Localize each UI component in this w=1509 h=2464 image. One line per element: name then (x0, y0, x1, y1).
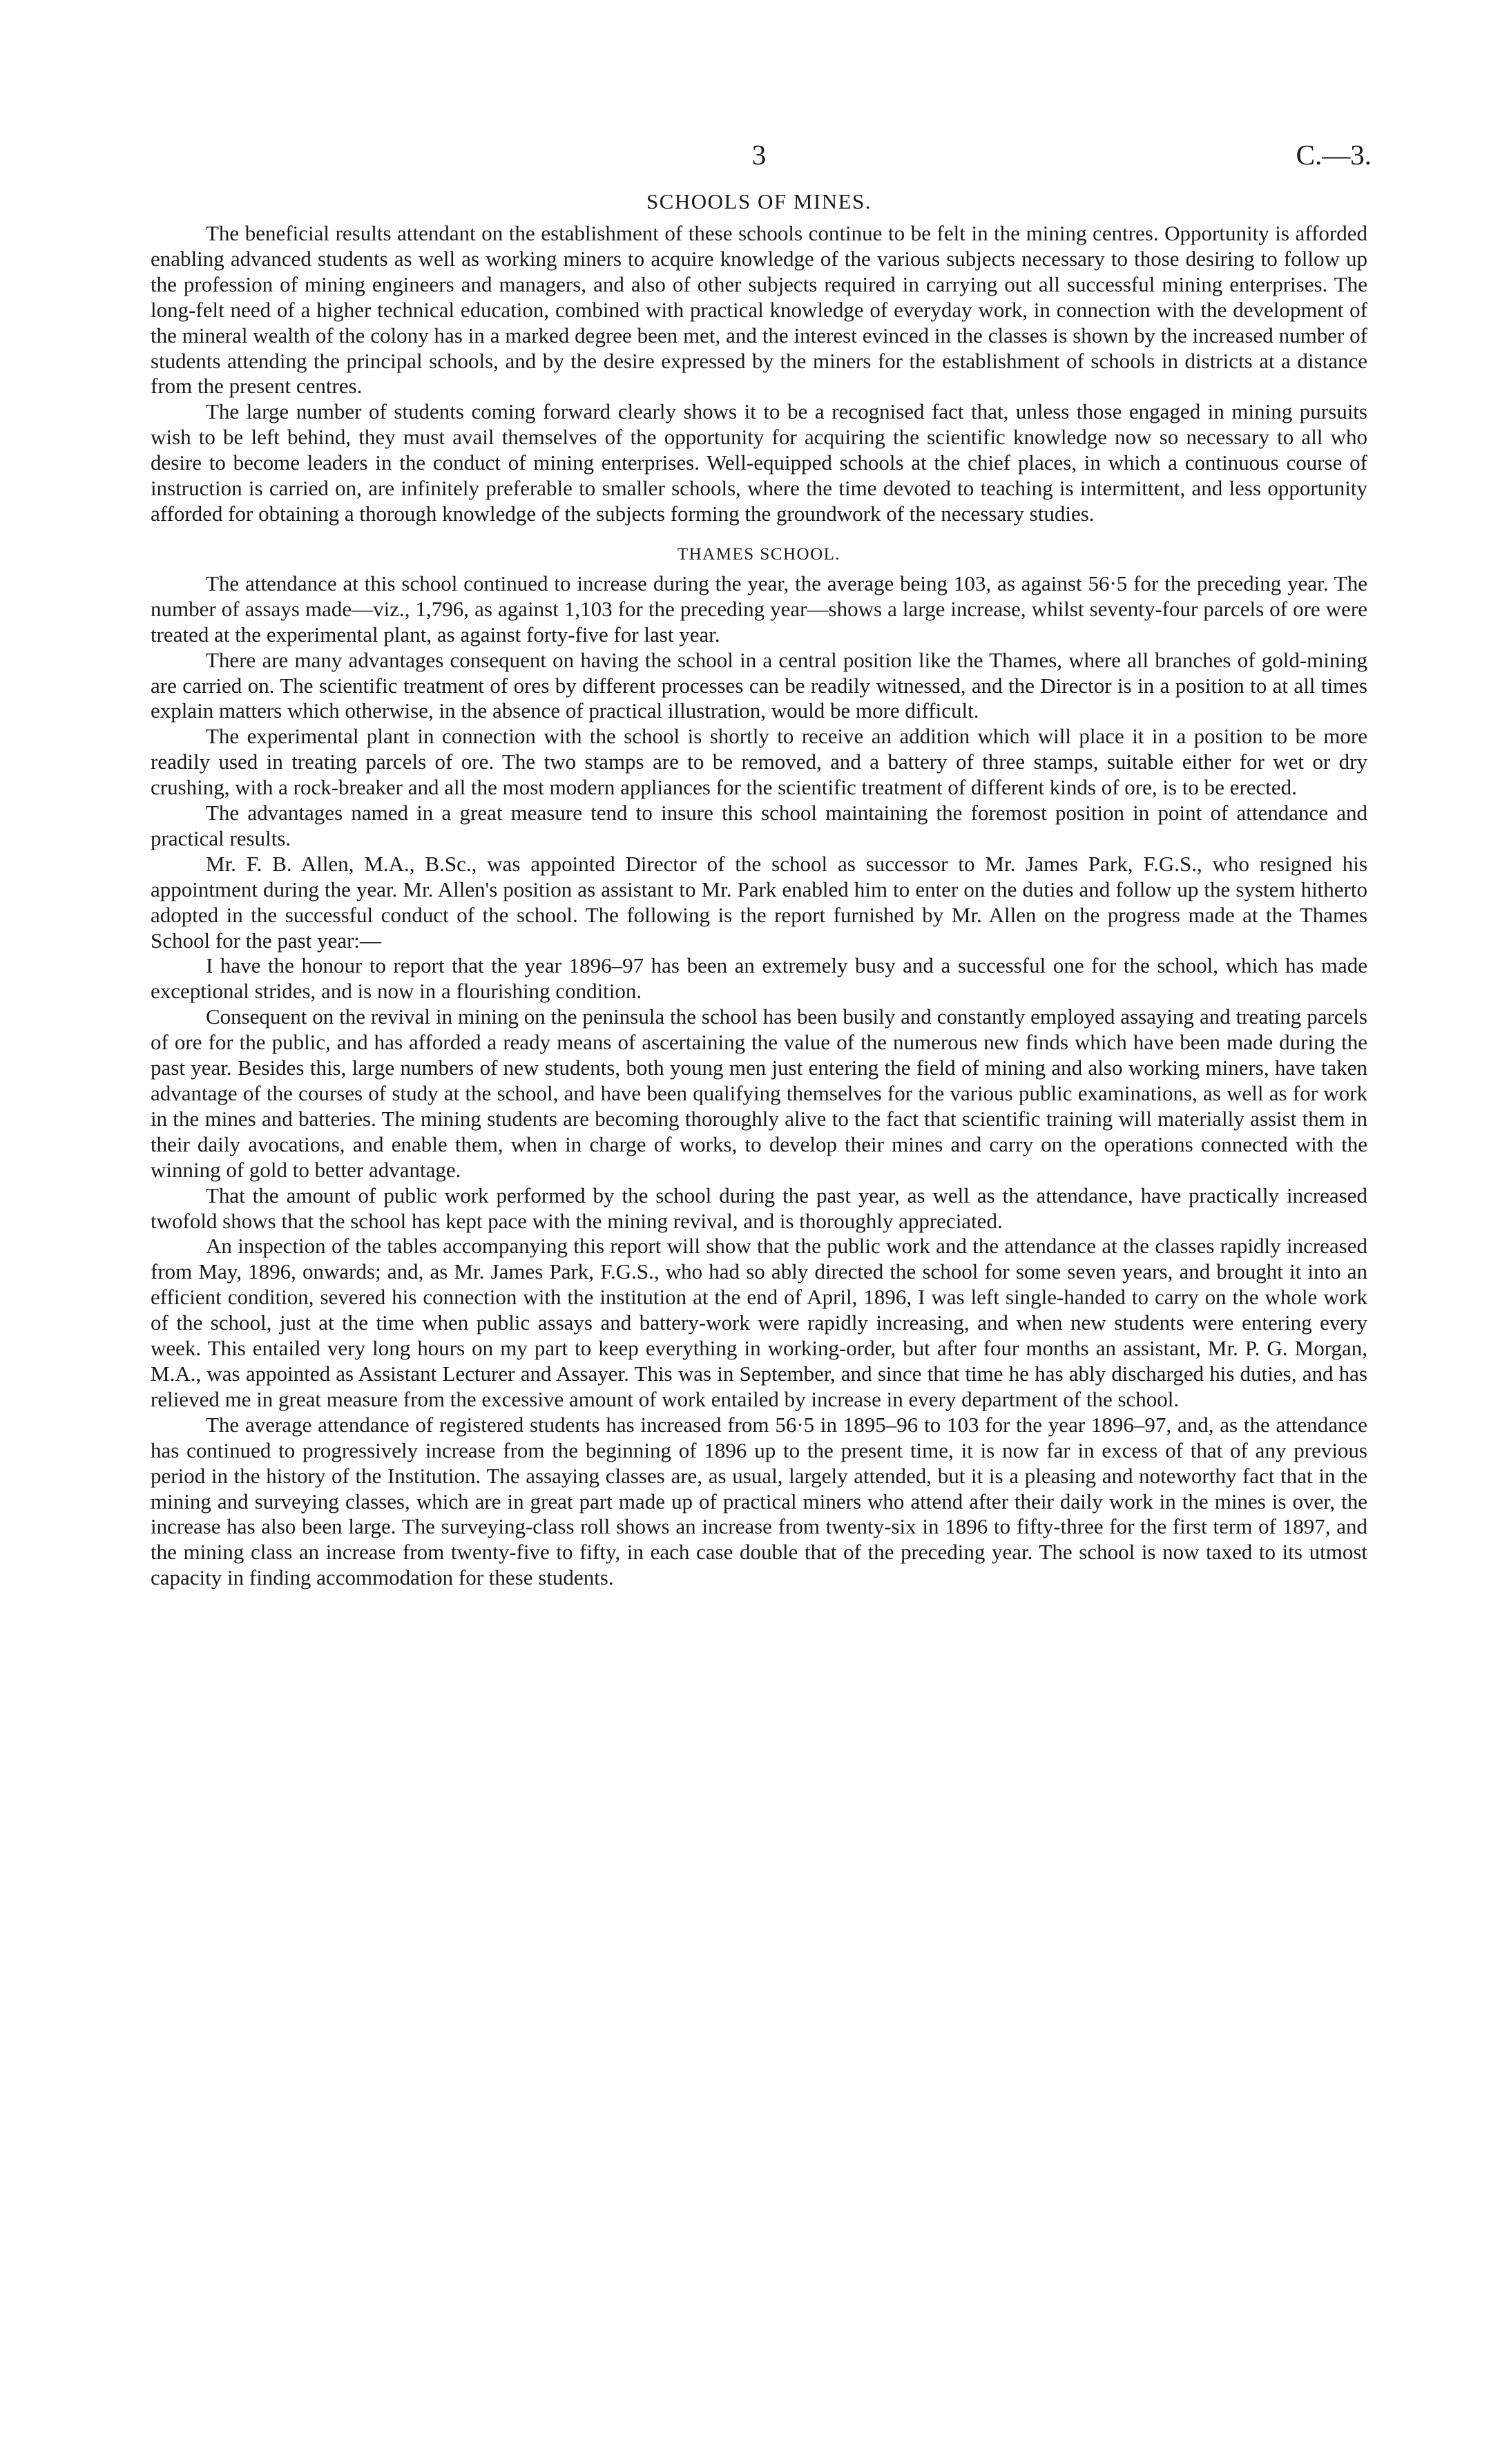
body-paragraph: That the amount of public work performed by the school during the past year, as well as the attendance, have practically increased twofold shows that the school has kept pace with the mining revival, and is thoroughly appreciated. (151, 1183, 1367, 1233)
body-paragraph: There are many advantages consequent on having the school in a central position like the Thames, where all branches of gold-mining are carried on. The scientific treatment of ores by different processes can be readily witnessed, and the Director is in a position to at all times explain matters which otherwise, in the absence of practical illustration, would be more difficult. (151, 647, 1367, 723)
body-paragraph: The attendance at this school continued to increase during the year, the average being 103, as against 56·5 for the preceding year. The number of assays made—viz., 1,796, as against 1,103 for the preceding year—shows a large increase, whilst seventy-four parcels of ore were treated at the experimental plant, as against forty-five for last year. (151, 571, 1367, 647)
body-paragraph: The average attendance of registered students has increased from 56·5 in 1895–96 to 103 for the year 1896–97, and, as the attendance has continued to progressively increase from the beginning of 1896 up to the present time, it is now far in excess of that of any previous period in the history of the Institution. The assaying classes are, as usual, largely attended, but it is a pleasing and noteworthy fact that in the mining and surveying classes, which are in great part made up of practical miners who attend after their daily work in the mines is over, the increase has also been large. The surveying-class roll shows an increase from twenty-six in 1896 to fifty-three for the first term of 1897, and the mining class an increase from twenty-five to fifty, in each case double that of the preceding year. The school is now taxed to its utmost capacity in finding accommodation for these students. (151, 1412, 1367, 1590)
body-paragraph: I have the honour to report that the year 1896–97 has been an extremely busy and a successful one for the school, which has made exceptional strides, and is now in a flourishing condition. (151, 953, 1367, 1004)
body-paragraph: The large number of students coming forward clearly shows it to be a recognised fact that, unless those engaged in mining pursuits wish to be left behind, they must avail themselves of the opportunity for acquiring the scientific knowledge now so necessary to all who desire to become leaders in the conduct of mining enterprises. Well-equipped schools at the chief places, in which a continuous course of instruction is carried on, are infinitely preferable to smaller schools, where the time devoted to teaching is intermittent, and less opportunity afforded for obtaining a thorough knowledge of the subjects forming the groundwork of the necessary studies. (151, 399, 1367, 526)
body-paragraph: The experimental plant in connection with the school is shortly to receive an addition which will place it in a position to be more readily used in treating parcels of ore. The two stamps are to be removed, and a battery of three stamps, suitable either for wet or dry crushing, with a rock-breaker and all the most modern appliances for the scientific treatment of different kinds of ore, is to be erected. (151, 724, 1367, 800)
body-paragraph: The advantages named in a great measure tend to insure this school maintaining the foremost position in point of attendance and practical results. (151, 801, 1367, 850)
section-title: SCHOOLS OF MINES. (646, 189, 872, 213)
document-page (151, 138, 1372, 1591)
body-paragraph: Consequent on the revival in mining on the peninsula the school has been busily and constantly employed assaying and treating parcels of ore for the public, and has afforded a ready means of ascertaining the value of the numerous new finds which have been made during the past year. Besides this, large numbers of new students, both young men just entering the field of mining and also working miners, have taken advantage of the courses of study at the school, and have been qualifying themselves for the various public examinations, as well as for work in the mines and batteries. The mining students are becoming thoroughly alive to the fact that scientific training will materially assist them in their daily avocations, and enable them, when in charge of works, to develop their mines and carry on the operations connected with the winning of gold to better advantage. (151, 1004, 1367, 1182)
document-reference: C.—3. (1296, 139, 1372, 171)
body-paragraph: The beneficial results attendant on the establishment of these schools continue to be felt in the mining centres. Opportunity is afforded enabling advanced students as well as working miners to acquire knowledge of the various subjects necessary to those desiring to follow up the profession of mining engineers and managers, and also of other subjects required in carrying out all successful mining enterprises. The long-felt need of a higher technical education, combined with practical knowledge of everyday work, in connection with the development of the mineral wealth of the colony has in a marked degree been met, and the interest evinced in the classes is shown by the increased number of students attending the principal schools, and by the desire expressed by the miners for the establishment of schools in districts at a distance from the present centres. (151, 221, 1367, 399)
page-number: 3 (751, 139, 767, 171)
running-header (151, 138, 1372, 180)
body-paragraph: An inspection of the tables accompanying this report will show that the public work and the attendance at the classes rapidly increased from May, 1896, onwards; and, as Mr. James Park, F.G.S., who had so ably directed the school for some seven years, and brought it into an efficient condition, severed his connection with the institution at the end of April, 1896, I was left single-handed to carry on the whole work of the school, just at the time when public assays and battery-work were rapidly increasing, and when new students were entering every week. This entailed very long hours on my part to keep everything in working-order, but after four months an assistant, Mr. P. G. Morgan, M.A., was appointed as Assistant Lecturer and Assayer. This was in September, and since that time he has ably discharged his duties, and has relieved me in great measure from the excessive amount of work entailed by increase in every department of the school. (151, 1234, 1367, 1411)
body-paragraph: Mr. F. B. Allen, M.A., B.Sc., was appointed Director of the school as successor to Mr. James Park, F.G.S., who resigned his appointment during the year. Mr. Allen's position as assistant to Mr. Park enabled him to enter on the duties and follow up the system hitherto adopted in the successful conduct of the school. The following is the report furnished by Mr. Allen on the progress made at the Thames School for the past year:— (151, 851, 1367, 953)
subsection-title: THAMES SCHOOL. (677, 544, 841, 564)
